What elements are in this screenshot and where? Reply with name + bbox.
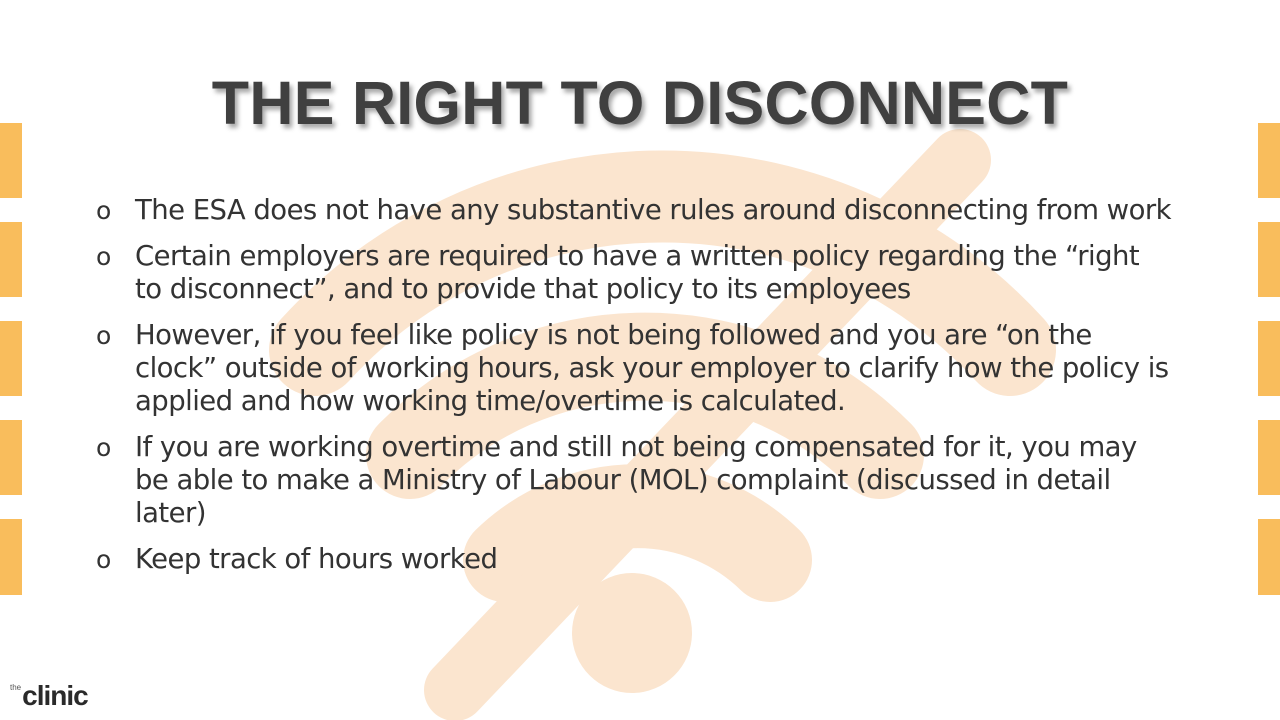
clinic-logo xyxy=(10,675,88,711)
slide-title: THE RIGHT TO DISCONNECT xyxy=(211,69,1069,137)
left-accent-bar xyxy=(0,420,22,495)
bullet-text: The ESA does not have any substantive rules around disconnecting from work xyxy=(135,194,1172,226)
bullet-item xyxy=(96,194,1171,227)
left-accent-bar xyxy=(0,519,22,595)
bullet-text: Keep track of hours worked xyxy=(135,543,498,575)
right-accent-bar xyxy=(1258,222,1280,297)
bullet-item xyxy=(96,431,1171,530)
bullet-text: If you are working overtime and still not being compensated for it, you may be able to make a Ministry of Labour (MOL) complaint (discussed in detail later) xyxy=(135,431,1137,529)
bullet-marker: o xyxy=(96,433,111,462)
right-accent-bar xyxy=(1258,420,1280,495)
left-accent-bar xyxy=(0,222,22,297)
bullet-marker: o xyxy=(96,321,111,350)
logo-brand-text: clinic xyxy=(22,680,88,711)
bullet-item xyxy=(96,319,1171,418)
bullet-item xyxy=(96,240,1171,306)
bullet-marker: o xyxy=(96,196,111,225)
bullet-marker: o xyxy=(96,242,111,271)
logo-small-text: the xyxy=(10,683,22,692)
bullet-text: Certain employers are required to have a written policy regarding the “right to disconnect”, and to provide that policy to its employees xyxy=(135,240,1140,305)
bullet-item xyxy=(96,543,1171,576)
right-accent-bar xyxy=(1258,321,1280,396)
left-accent-bar xyxy=(0,321,22,396)
bullet-marker: o xyxy=(96,545,111,574)
bullet-list xyxy=(96,194,1171,589)
bullet-text: However, if you feel like policy is not being followed and you are “on the clock” outside of working hours, ask your employer to clarify how the policy is applied and how working time/overtime is calculated. xyxy=(135,319,1169,417)
right-accent-bar xyxy=(1258,519,1280,595)
